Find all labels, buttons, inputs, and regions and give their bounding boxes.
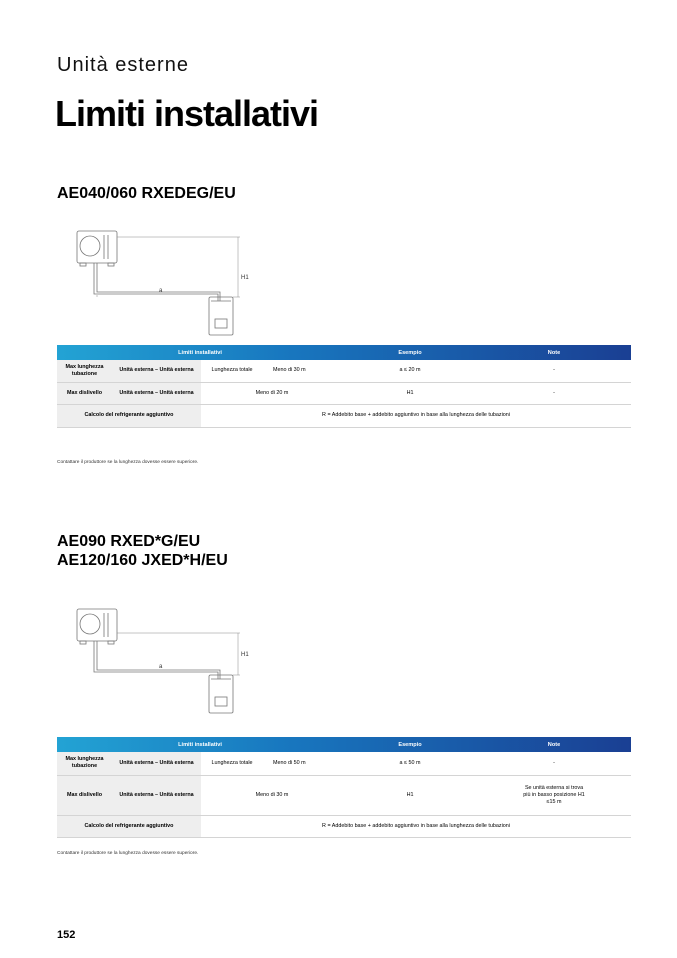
table-row (57, 815, 631, 837)
row-value: R = Addebito base + addebito aggiuntivo in base alla lunghezza delle tubazioni (201, 815, 631, 837)
header-limits: Limiti installativi (178, 349, 222, 356)
footnote: Contattare il produttore se la lunghezza dovesse essere superiore. (57, 851, 199, 856)
model-line: AE040/060 RXEDEG/EU (57, 185, 236, 202)
diagram-h-label: H1 (241, 652, 249, 658)
indoor-unit-icon (209, 297, 233, 335)
row-label: Max lunghezza tubazione (57, 752, 112, 775)
row-limit: Meno di 50 m (263, 752, 343, 775)
table-row (57, 404, 631, 427)
table-row (57, 775, 631, 815)
outdoor-unit-icon (77, 231, 117, 263)
row-note: - (477, 360, 631, 382)
diagram-a-label: a (159, 288, 163, 294)
row-example: H1 (343, 382, 477, 404)
row-label: Calcolo del refrigerante aggiuntivo (57, 815, 201, 837)
row-label: Max lunghezza tubazione (57, 360, 112, 382)
row-sublabel: Unità esterna – Unità esterna (112, 382, 201, 404)
model-heading (57, 532, 228, 570)
row-note: - (477, 382, 631, 404)
page-title: Limiti installativi (55, 93, 319, 134)
diagram-h-label: H1 (241, 275, 249, 281)
row-measure: Lunghezza totale (201, 752, 263, 775)
row-label: Max dislivello (57, 775, 112, 815)
model-heading (57, 184, 236, 203)
row-sublabel: Unità esterna – Unità esterna (112, 752, 201, 775)
row-label: Calcolo del refrigerante aggiuntivo (57, 404, 201, 427)
row-limit: Meno di 30 m (263, 360, 343, 382)
model-line: AE120/160 JXED*H/EU (57, 552, 228, 569)
row-example: a ≤ 50 m (343, 752, 477, 775)
row-label: Max dislivello (57, 382, 112, 404)
table-row (57, 382, 631, 404)
header-example: Esempio (398, 349, 422, 356)
header-limits: Limiti installativi (178, 741, 222, 748)
installation-diagram (68, 603, 258, 718)
footnote: Contattare il produttore se la lunghezza dovesse essere superiore. (57, 460, 199, 465)
row-limit: Meno di 30 m (201, 775, 343, 815)
header-note: Note (547, 741, 561, 748)
row-example: H1 (343, 775, 477, 815)
installation-diagram (68, 225, 258, 340)
page-number: 152 (57, 929, 76, 941)
indoor-unit-icon (209, 675, 233, 713)
row-note: - (477, 752, 631, 775)
table-row (57, 752, 631, 775)
header-example: Esempio (398, 741, 422, 748)
table-header-row (57, 345, 631, 360)
header-note: Note (547, 349, 561, 356)
model-line: AE090 RXED*G/EU (57, 533, 201, 550)
row-sublabel: Unità esterna – Unità esterna (112, 775, 201, 815)
row-note: Se unità esterna si trova più in basso posizione H1 ≤15 m (477, 775, 631, 815)
table-header-row (57, 737, 631, 752)
installation-limits-table (57, 737, 631, 838)
row-measure: Lunghezza totale (201, 360, 263, 382)
row-example: a ≤ 20 m (343, 360, 477, 382)
table-row (57, 360, 631, 382)
installation-limits-table (57, 345, 631, 428)
row-value: R = Addebito base + addebito aggiuntivo in base alla lunghezza delle tubazioni (201, 404, 631, 427)
diagram-a-label: a (159, 664, 163, 670)
section-subtitle: Unità esterne (57, 54, 189, 76)
row-limit: Meno di 20 m (201, 382, 343, 404)
outdoor-unit-icon (77, 609, 117, 641)
row-sublabel: Unità esterna – Unità esterna (112, 360, 201, 382)
